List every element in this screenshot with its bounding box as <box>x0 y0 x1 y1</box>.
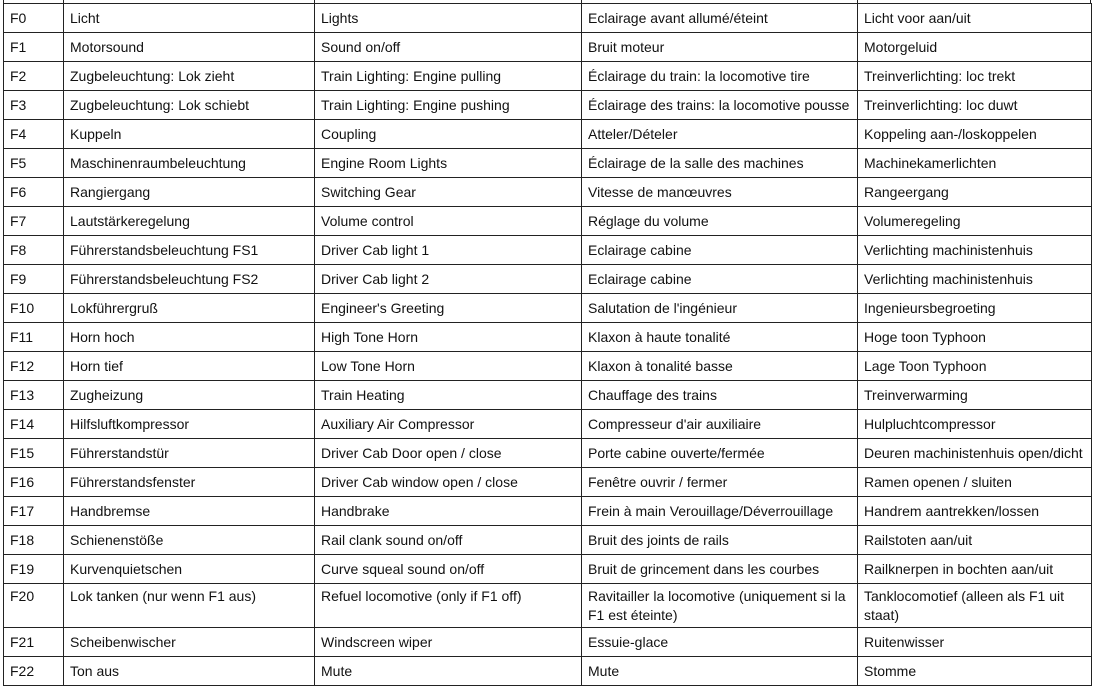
english-description-cell: Volume control <box>315 207 582 236</box>
table-row <box>4 439 1092 468</box>
function-key-cell: F8 <box>4 236 64 265</box>
english-description-cell: Switching Gear <box>315 178 582 207</box>
german-description-cell: Führerstandsbeleuchtung FS1 <box>64 236 315 265</box>
french-description-cell: Essuie-glace <box>582 628 858 657</box>
french-description-cell: Bruit des joints de rails <box>582 526 858 555</box>
dutch-description-cell: Railstoten aan/uit <box>858 526 1092 555</box>
french-description-cell: Éclairage du train: la locomotive tire <box>582 62 858 91</box>
german-description-cell: Lokführergruß <box>64 294 315 323</box>
function-key-cell: F20 <box>4 584 64 628</box>
french-description-cell: Klaxon à haute tonalité <box>582 323 858 352</box>
german-description-cell: Horn hoch <box>64 323 315 352</box>
german-description-cell: Scheibenwischer <box>64 628 315 657</box>
french-description-cell: Atteler/Dételer <box>582 120 858 149</box>
english-description-cell: Curve squeal sound on/off <box>315 555 582 584</box>
german-description-cell: Schienenstöße <box>64 526 315 555</box>
function-key-cell: F18 <box>4 526 64 555</box>
french-description-cell: Klaxon à tonalité basse <box>582 352 858 381</box>
table-row <box>4 628 1092 657</box>
function-key-cell: F19 <box>4 555 64 584</box>
table-row <box>4 62 1092 91</box>
table-row <box>4 584 1092 628</box>
english-description-cell: Handbrake <box>315 497 582 526</box>
french-description-cell: Réglage du volume <box>582 207 858 236</box>
french-description-cell: Vitesse de manœuvres <box>582 178 858 207</box>
table-row <box>4 381 1092 410</box>
function-key-cell: F2 <box>4 62 64 91</box>
function-table-container <box>3 3 1091 686</box>
function-key-cell: F11 <box>4 323 64 352</box>
dutch-description-cell: Verlichting machinistenhuis <box>858 265 1092 294</box>
german-description-cell: Ton aus <box>64 657 315 686</box>
german-description-cell: Zugheizung <box>64 381 315 410</box>
english-description-cell: Train Heating <box>315 381 582 410</box>
english-description-cell: Engine Room Lights <box>315 149 582 178</box>
table-row <box>4 352 1092 381</box>
english-description-cell: Driver Cab light 1 <box>315 236 582 265</box>
function-key-cell: F15 <box>4 439 64 468</box>
french-description-cell: Eclairage avant allumé/éteint <box>582 4 858 33</box>
english-description-cell: Sound on/off <box>315 33 582 62</box>
table-row <box>4 33 1092 62</box>
table-row <box>4 526 1092 555</box>
english-description-cell: Driver Cab window open / close <box>315 468 582 497</box>
german-description-cell: Horn tief <box>64 352 315 381</box>
table-row <box>4 265 1092 294</box>
table-row <box>4 236 1092 265</box>
function-key-cell: F21 <box>4 628 64 657</box>
function-key-cell: F0 <box>4 4 64 33</box>
english-description-cell: Engineer's Greeting <box>315 294 582 323</box>
german-description-cell: Kuppeln <box>64 120 315 149</box>
french-description-cell: Salutation de l'ingénieur <box>582 294 858 323</box>
dutch-description-cell: Hulpluchtcompressor <box>858 410 1092 439</box>
german-description-cell: Zugbeleuchtung: Lok zieht <box>64 62 315 91</box>
dutch-description-cell: Machinekamerlichten <box>858 149 1092 178</box>
table-row <box>4 657 1092 686</box>
table-row <box>4 294 1092 323</box>
french-description-cell: Bruit moteur <box>582 33 858 62</box>
french-description-cell: Éclairage des trains: la locomotive pousse <box>582 91 858 120</box>
function-key-cell: F5 <box>4 149 64 178</box>
english-description-cell: Driver Cab Door open / close <box>315 439 582 468</box>
dutch-description-cell: Treinverlichting: loc duwt <box>858 91 1092 120</box>
table-row <box>4 468 1092 497</box>
german-description-cell: Handbremse <box>64 497 315 526</box>
dutch-description-cell: Lage Toon Typhoon <box>858 352 1092 381</box>
german-description-cell: Führerstandstür <box>64 439 315 468</box>
german-description-cell: Führerstandsfenster <box>64 468 315 497</box>
german-description-cell: Hilfsluftkompressor <box>64 410 315 439</box>
french-description-cell: Eclairage cabine <box>582 236 858 265</box>
english-description-cell: Windscreen wiper <box>315 628 582 657</box>
english-description-cell: High Tone Horn <box>315 323 582 352</box>
english-description-cell: Train Lighting: Engine pulling <box>315 62 582 91</box>
table-row <box>4 410 1092 439</box>
french-description-cell: Porte cabine ouverte/fermée <box>582 439 858 468</box>
dutch-description-cell: Rangeergang <box>858 178 1092 207</box>
function-key-cell: F3 <box>4 91 64 120</box>
dutch-description-cell: Ingenieursbegroeting <box>858 294 1092 323</box>
function-key-cell: F14 <box>4 410 64 439</box>
french-description-cell: Frein à main Verouillage/Déverrouillage <box>582 497 858 526</box>
function-table-body <box>4 4 1092 686</box>
english-description-cell: Mute <box>315 657 582 686</box>
dutch-description-cell: Hoge toon Typhoon <box>858 323 1092 352</box>
english-description-cell: Low Tone Horn <box>315 352 582 381</box>
dutch-description-cell: Deuren machinistenhuis open/dicht <box>858 439 1092 468</box>
dutch-description-cell: Licht voor aan/uit <box>858 4 1092 33</box>
table-row <box>4 149 1092 178</box>
dutch-description-cell: Handrem aantrekken/lossen <box>858 497 1092 526</box>
function-key-cell: F17 <box>4 497 64 526</box>
function-key-cell: F10 <box>4 294 64 323</box>
table-row <box>4 4 1092 33</box>
table-row <box>4 91 1092 120</box>
dutch-description-cell: Treinverwarming <box>858 381 1092 410</box>
english-description-cell: Coupling <box>315 120 582 149</box>
function-key-cell: F7 <box>4 207 64 236</box>
function-key-cell: F22 <box>4 657 64 686</box>
english-description-cell: Train Lighting: Engine pushing <box>315 91 582 120</box>
german-description-cell: Kurvenquietschen <box>64 555 315 584</box>
french-description-cell: Fenêtre ouvrir / fermer <box>582 468 858 497</box>
french-description-cell: Bruit de grincement dans les courbes <box>582 555 858 584</box>
german-description-cell: Zugbeleuchtung: Lok schiebt <box>64 91 315 120</box>
german-description-cell: Maschinenraumbeleuchtung <box>64 149 315 178</box>
dutch-description-cell: Koppeling aan-/loskoppelen <box>858 120 1092 149</box>
table-row <box>4 323 1092 352</box>
table-row <box>4 178 1092 207</box>
table-row <box>4 555 1092 584</box>
function-key-cell: F12 <box>4 352 64 381</box>
function-key-cell: F4 <box>4 120 64 149</box>
english-description-cell: Auxiliary Air Compressor <box>315 410 582 439</box>
table-row <box>4 497 1092 526</box>
french-description-cell: Mute <box>582 657 858 686</box>
english-description-cell: Rail clank sound on/off <box>315 526 582 555</box>
function-key-cell: F6 <box>4 178 64 207</box>
german-description-cell: Führerstandsbeleuchtung FS2 <box>64 265 315 294</box>
function-table <box>3 3 1092 686</box>
german-description-cell: Lautstärkeregelung <box>64 207 315 236</box>
function-key-cell: F9 <box>4 265 64 294</box>
dutch-description-cell: Verlichting machinistenhuis <box>858 236 1092 265</box>
dutch-description-cell: Tanklocomotief (alleen als F1 uit staat) <box>858 584 1092 628</box>
english-description-cell: Driver Cab light 2 <box>315 265 582 294</box>
french-description-cell: Ravitailler la locomotive (uniquement si la F1 est éteinte) <box>582 584 858 628</box>
german-description-cell: Rangiergang <box>64 178 315 207</box>
french-description-cell: Eclairage cabine <box>582 265 858 294</box>
dutch-description-cell: Railknerpen in bochten aan/uit <box>858 555 1092 584</box>
french-description-cell: Chauffage des trains <box>582 381 858 410</box>
german-description-cell: Licht <box>64 4 315 33</box>
english-description-cell: Refuel locomotive (only if F1 off) <box>315 584 582 628</box>
german-description-cell: Lok tanken (nur wenn F1 aus) <box>64 584 315 628</box>
dutch-description-cell: Ramen openen / sluiten <box>858 468 1092 497</box>
french-description-cell: Éclairage de la salle des machines <box>582 149 858 178</box>
dutch-description-cell: Volumeregeling <box>858 207 1092 236</box>
dutch-description-cell: Treinverlichting: loc trekt <box>858 62 1092 91</box>
english-description-cell: Lights <box>315 4 582 33</box>
function-key-cell: F16 <box>4 468 64 497</box>
function-key-cell: F1 <box>4 33 64 62</box>
table-row <box>4 120 1092 149</box>
dutch-description-cell: Stomme <box>858 657 1092 686</box>
german-description-cell: Motorsound <box>64 33 315 62</box>
function-key-cell: F13 <box>4 381 64 410</box>
dutch-description-cell: Motorgeluid <box>858 33 1092 62</box>
dutch-description-cell: Ruitenwisser <box>858 628 1092 657</box>
french-description-cell: Compresseur d'air auxiliaire <box>582 410 858 439</box>
table-row <box>4 207 1092 236</box>
